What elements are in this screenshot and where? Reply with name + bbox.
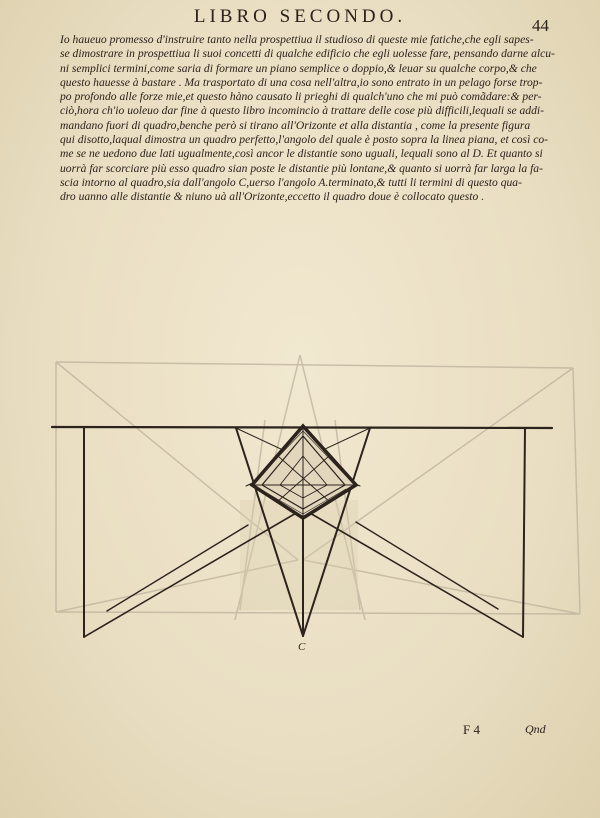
point-label-c: C: [298, 641, 306, 653]
text-line: me se ne uedono due lati ugualmente,così ancor le distantie sono uguali, lequali sono al D. Et quanto si: [60, 147, 543, 161]
signature-mark: F 4: [463, 722, 480, 737]
catchword: Qnd: [525, 722, 546, 736]
text-line: Io haueuo promesso d'instruire tanto nella prospettiua il studioso di queste mie fatiche,che egli sapes-: [60, 33, 534, 46]
text-line: po profondo alle forze mie,et questo hàno causato li prieghi di qualch'uno che mi può comãdare:& per-: [60, 90, 542, 104]
running-title: LIBRO SECONDO.: [193, 6, 407, 27]
text-line: ciò,hora ch'io uoleuo dar fine à questo libro incomincio à trattare delle cose più difficili,lequali se addi-: [60, 104, 544, 118]
text-line: dro uanno alle distantie & niuno uà all'Orizonte,eccetto il quadro doue è collocato questo .: [60, 190, 485, 204]
text-line: se dimostrare in prospettiua li suoi concetti di qualche edificio che egli uolesse fare, pensando darne alcu-: [60, 47, 555, 61]
text-line: uorrà far scorciare più esso quadro sian poste le distantie più lontane,& quanto si uorrà far larga la fa-: [60, 161, 543, 175]
text-line: mandano fuori di quadro,benche però si tirano all'Orizonte et alla distantia , come la presente figura: [60, 118, 531, 132]
body-text: [60, 33, 570, 205]
text-line: ni semplici termini,come saria di formare un piano semplice o doppio,& leuar su qualche corpo,& che: [60, 61, 537, 75]
right-frame-edge: [523, 428, 525, 637]
text-line: scia intorno al quadro,sia dall'angolo C,uerso l'angolo A.terminato,& tutti li termini di questo qua-: [60, 175, 522, 189]
page-number: 44: [532, 16, 549, 35]
perspective-figure: [0, 340, 600, 660]
text-line: questo hauesse à bastare . Ma trasportato di una cosa nell'altra,io sono entrato in un pelago forse trop-: [60, 75, 543, 89]
text-line: qui disotto,laqual dimostra un quadro perfetto,l'angolo del quale è posto sopra la linea piana, et così co-: [60, 133, 548, 147]
